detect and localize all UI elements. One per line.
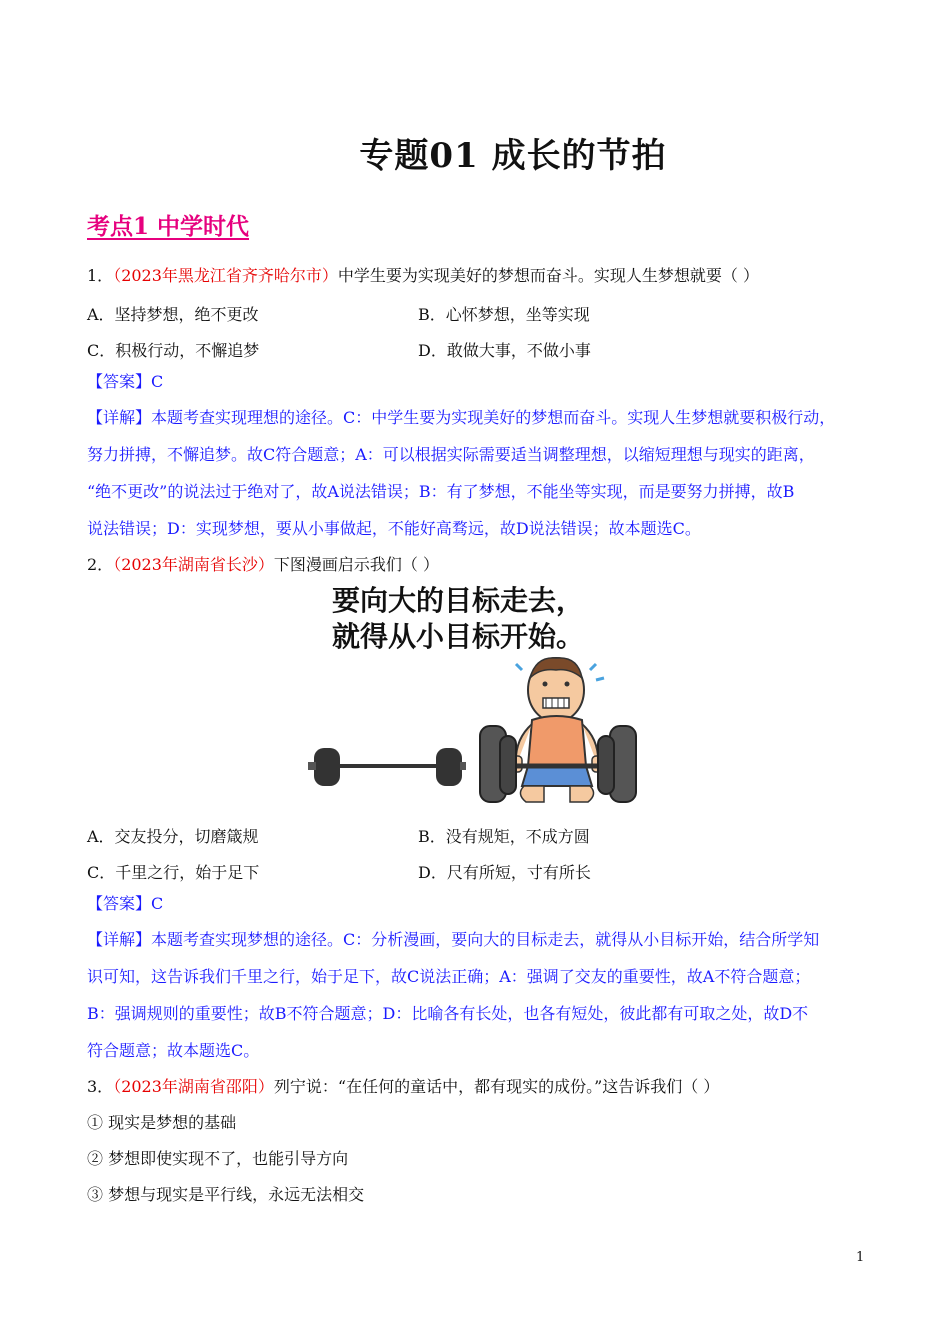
answer-line: [87, 894, 163, 914]
page-title: 专题01 成长的节拍: [359, 136, 667, 176]
option-a: A．交友投分，切磨箴规: [87, 827, 259, 846]
small-barbell-icon: [308, 748, 466, 786]
question-number: 3．: [87, 1077, 114, 1096]
option-a: A．坚持梦想，绝不更改: [87, 305, 259, 324]
statement-2: ② 梦想即使实现不了，也能引导方向: [87, 1149, 349, 1168]
question-number: 1．: [87, 266, 114, 285]
question-text: 下图漫画启示我们（ ）: [273, 555, 440, 574]
question-1-stem: [87, 266, 759, 286]
option-b: B．心怀梦想，坐等实现: [418, 305, 590, 324]
statement-1: ① 现实是梦想的基础: [87, 1113, 237, 1132]
cartoon-caption-line-1: 要向大的目标走去，: [332, 584, 585, 617]
answer-line: [87, 372, 163, 392]
question-number: 2．: [87, 555, 114, 574]
option-c: C．积极行动，不懈追梦: [87, 341, 260, 360]
question-source: （2023年湖南省长沙）: [113, 555, 274, 574]
weightlifting-cartoon: [300, 580, 740, 810]
page-number: 1: [856, 1250, 865, 1265]
detail-line-1: [87, 930, 819, 950]
option-c: C．千里之行，始于足下: [87, 863, 260, 882]
detail-text: 本题考查实现梦想的途径。C：分析漫画，要向大的目标走去，就得从小目标开始，结合所学知: [151, 930, 820, 949]
weightlifter-icon: [480, 658, 636, 802]
detail-label: 【详解】: [87, 930, 152, 949]
cartoon-caption-line-2: 就得从小目标开始。: [332, 620, 585, 653]
option-b: B．没有规矩，不成方圆: [418, 827, 590, 846]
answer-value: C: [151, 894, 164, 913]
question-2-stem: [87, 555, 439, 575]
detail-line-4: 符合题意；故本题选C。: [87, 1041, 260, 1060]
answer-value: C: [151, 372, 164, 391]
detail-label: 【详解】: [87, 408, 152, 427]
answer-label: 【答案】: [87, 372, 152, 391]
detail-text: 本题考查实现理想的途径。C：中学生要为实现美好的梦想而奋斗。实现人生梦想就要积极行动，: [151, 408, 836, 427]
question-source: （2023年黑龙江省齐齐哈尔市）: [113, 266, 338, 285]
statement-3: ③ 梦想与现实是平行线，永远无法相交: [87, 1185, 365, 1204]
question-3-stem: [87, 1077, 719, 1097]
detail-line-3: B：强调规则的重要性；故B不符合题意；D：比喻各有长处，也各有短处，彼此都有可取之处，故D不: [87, 1004, 809, 1023]
detail-line-1: [87, 408, 835, 428]
option-d: D．尺有所短，寸有所长: [418, 863, 591, 882]
question-text: 中学生要为实现美好的梦想而奋斗。实现人生梦想就要（ ）: [337, 266, 760, 285]
question-source: （2023年湖南省邵阳）: [113, 1077, 274, 1096]
answer-label: 【答案】: [87, 894, 152, 913]
detail-line-2: 识可知，这告诉我们千里之行，始于足下，故C说法正确；A：强调了交友的重要性，故A不符合题意；: [87, 967, 811, 986]
detail-line-3: “绝不更改”的说法过于绝对了，故A说法错误；B：有了梦想，不能坐等实现，而是要努力拼搏，故B: [87, 482, 795, 501]
section-heading: 考点1 中学时代: [87, 213, 250, 240]
detail-line-2: 努力拼搏，不懈追梦。故C符合题意；A：可以根据实际需要适当调整理想，以缩短理想与现实的距离，: [87, 445, 815, 464]
question-text: 列宁说：“在任何的童话中，都有现实的成份。”这告诉我们（ ）: [273, 1077, 720, 1096]
detail-line-4: 说法错误；D：实现梦想，要从小事做起，不能好高骛远，故D说法错误；故本题选C。: [87, 519, 701, 538]
option-d: D．敢做大事，不做小事: [418, 341, 591, 360]
